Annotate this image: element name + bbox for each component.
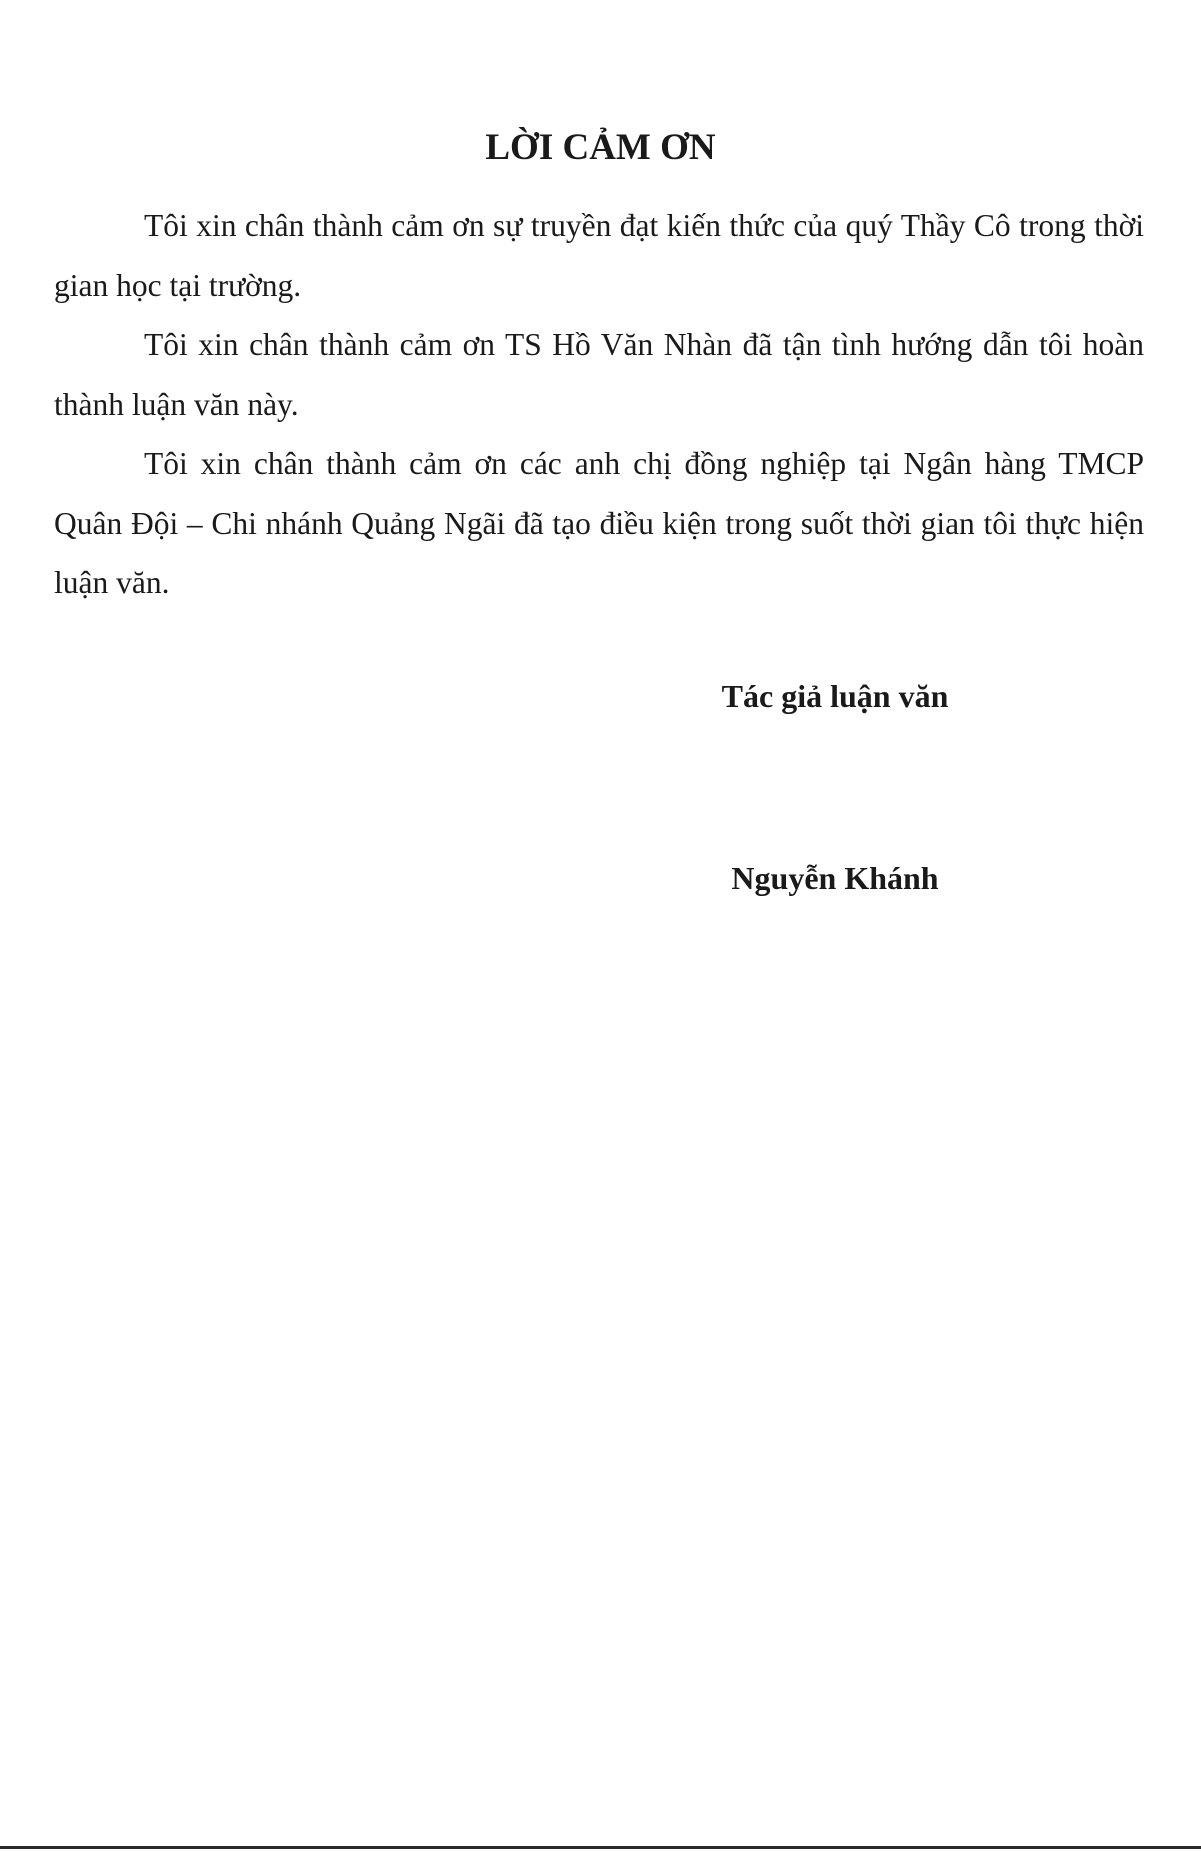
paragraph-teachers: Tôi xin chân thành cảm ơn sự truyền đạt kiến thức của quý Thầy Cô trong thời gian học tại trường. xyxy=(54,208,1144,303)
bottom-divider xyxy=(0,1846,1201,1849)
page-title: LỜI CẢM ƠN xyxy=(485,127,716,168)
acknowledgement-body xyxy=(54,196,1144,613)
paragraph-colleagues: Tôi xin chân thành cảm ơn các anh chị đồng nghiệp tại Ngân hàng TMCP Quân Đội – Chi nhánh Quảng Ngãi đã tạo điều kiện trong suốt thời gian tôi thực hiện luận văn. xyxy=(54,446,1144,600)
paragraph-supervisor: Tôi xin chân thành cảm ơn TS Hồ Văn Nhàn đã tận tình hướng dẫn tôi hoàn thành luận văn này. xyxy=(54,327,1144,422)
signature-role: Tác giả luận văn xyxy=(721,678,949,714)
signature-name: Nguyễn Khánh xyxy=(731,860,939,896)
